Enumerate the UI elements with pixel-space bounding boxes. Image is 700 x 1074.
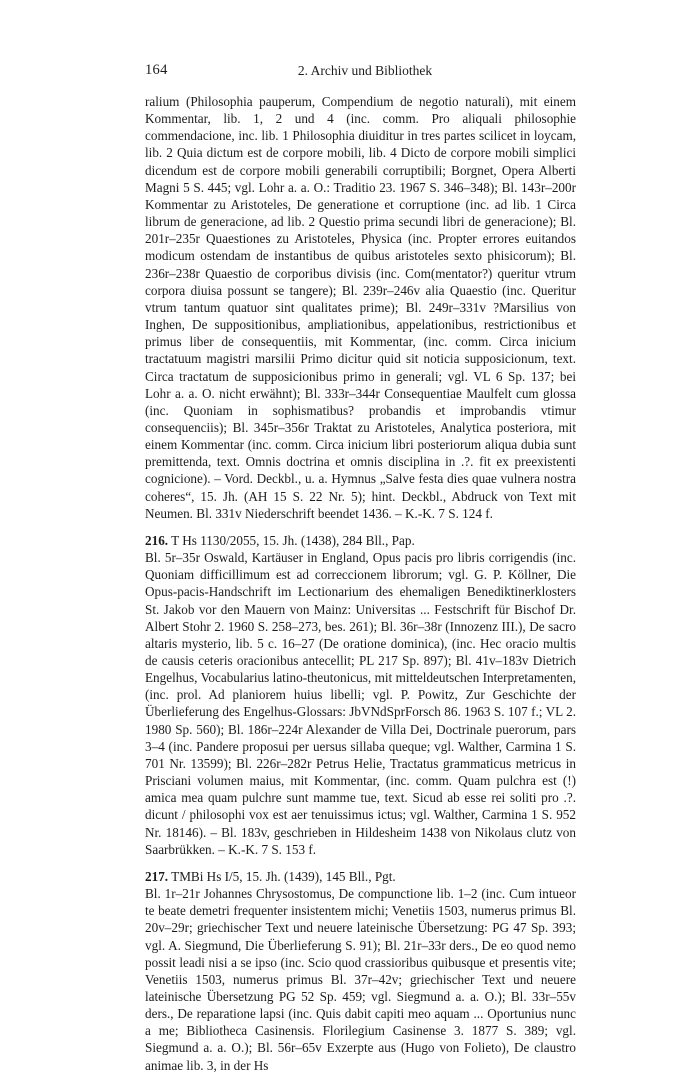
running-head (145, 62, 585, 82)
entry-number: 216. (145, 532, 169, 548)
entry-description: Bl. 1r–21r Johannes Chrysostomus, De compunctione lib. 1–2 (inc. Cum intueor te beate demetri frequenter insistentem michi; Venetiis 1503, numerus primus Bl. 20v–29r; griechischer Text und neuere lateinische Übersetzung: PG 47 Sp. 393; vgl. A. Siegmund, Die Überlieferung S. 91); Bl. 21r–33r ders., De eo quod nemo possit leadi nisi a se ipso (inc. Scio quod crassioribus quibusque et presentis vite; Venetiis 1503, numerus primus Bl. 37r–42v; griechischer Text und neuere lateinische Übersetzung PG 52 Sp. 459; vgl. Siegmund a. a. O.); Bl. 33r–55v ders., De reparatione lapsi (inc. Quis dabit capiti meo aquam ... Oportunius nunc a me; Bibliotheca Casinensis. Florilegium Casinense 3. 1877 S. 389; vgl. Siegmund a. a. O.); Bl. 56r–65v Exzerpte aus (Hugo von Folieto), De claustro animae lib. 3, in der Hs (145, 886, 576, 1073)
catalog-entry-217 (145, 868, 576, 885)
entry-number: 217. (145, 868, 169, 884)
entry-description: Bl. 5r–35r Oswald, Kartäuser in England, Opus pacis pro libris corrigendis (inc. Quoniam difficillimum est ad correccionem librorum; vgl. G. P. Köllner, Die Opus-pacis-Handschrift im Lectionarium des ehemaligen Benediktinerklosters St. Jakob vor den Mauern von Mainz: Universitas ... Festschrift für Bischof Dr. Albert Stohr 2. 1960 S. 258–273, bes. 261); Bl. 36r–38r (Innozenz III.), De sacro altaris mysterio, lib. 5 c. 16–27 (De oratione dominica), (inc. Hec oracio multis de causis ceteris oracionibus antecellit; PL 217 Sp. 897); Bl. 41v–183v Dietrich Engelhus, Vocabularius latino-theutonicus, mit mitteldeutschen Interpretamenten, (inc. prol. Ad planiorem huius libelli; vgl. P. Powitz, Zur Geschichte der Überlieferung des Engelhus-Glossars: JbVNdSprForsch 86. 1963 S. 107 f.; VL 2. 1980 Sp. 560); Bl. 186r–224r Alexander de Villa Dei, Doctrinale puerorum, pars 3–4 (inc. Pandere proposui per uersus sillaba queque; vgl. Walther, Carmina 1 S. 701 Nr. 13599); Bl. 226r–282r Petrus Helie, Tractatus grammaticus metricus in Prisciani volumen maius, mit Kommentar, (inc. comm. Quam pulchra est (!) amica mea quam pulchre sunt mamme tue, text. Sicud ab esse rei soliti pro .?. dicunt / philosophi vox est aer tenuissimus ictus; vgl. Walther, Carmina 1 S. 952 Nr. 18146). – Bl. 183v, geschrieben in Hildesheim 1438 von Nikolaus clutz von Saarbrükken. – K.-K. 7 S. 153 f. (145, 550, 576, 857)
catalog-entry-216 (145, 532, 576, 549)
body-text (145, 93, 576, 1074)
continuation-paragraph: ralium (Philosophia pauperum, Compendium de negotio naturali), mit einem Kommentar, lib. 1, 2 und 4 (inc. comm. Pro aliquali philosophie commendacione, inc. lib. 1 Philosophia diuiditur in tres partes scilicet in loycam, lib. 2 Quia dictum est de corpore mobili, lib. 4 Dicto de corpore mobili simplici dicendum est de corpore mobili generabili corruptibili; Borgnet, Opera Alberti Magni 5 S. 445; vgl. Lohr a. a. O.: Traditio 23. 1967 S. 346–348); Bl. 143r–200r Kommentar zu Aristoteles, De generatione et corruptione (inc. ad lib. 1 Circa librum de generacione, ad lib. 2 Questio prima secundi libri de generacione); Bl. 201r–235r Quaestiones zu Aristoteles, Physica (inc. Propter errores euitandos modicum ostendam de instantibus de quibus aristoteles sexto phisicorum); Bl. 236r–238r Quaestio de corporibus divisis (inc. Com(mentator?) queritur vtrum corpora diuisa possunt se tangere); Bl. 239r–246v alia Quaestio (inc. Queritur vtrum tantum quatuor sint qualitates prime); Bl. 249r–331v ?Marsilius von Inghen, De suppositionibus, ampliationibus, appelationibus, restrictionibus et primus liber de consequentiis, mit Kommentar, (inc. comm. Circa inicium tractatuum magistri marsilii Primo dicitur quid sit noticia supposicionum, text. Circa tractatum de supposicionibus primo in generali; vgl. VL 6 Sp. 137; bei Lohr a. a. O. nicht erwähnt); Bl. 333r–344r Consequentiae Maulfelt cum glossa (inc. Quoniam in sophismatibus? probandis et improbandis vtimur consequenciis); Bl. 345r–356r Traktat zu Aristoteles, Analytica posteriora, mit einem Kommentar (inc. comm. Circa inicium libri posteriorum aliqua dubia sunt premittenda, text. Omnis doctrina et omnis disciplina in .?. fit ex preexistenti cognicione). – Vord. Deckbl., u. a. Hymnus „Salve festa dies quae vulnera nostra coheres“, 15. Jh. (AH 15 S. 22 Nr. 5); hint. Deckbl., Abdruck von Text mit Neumen. Bl. 331v Niederschrift beendet 1436. – K.-K. 7 S. 124 f. (145, 94, 576, 521)
page-number: 164 (145, 62, 168, 78)
section-title: 2. Archiv und Bibliothek (297, 63, 433, 78)
entry-heading: T Hs 1130/2055, 15. Jh. (1438), 284 Bll., Pap. (171, 532, 415, 548)
entry-heading: TMBi Hs I/5, 15. Jh. (1439), 145 Bll., Pgt. (171, 868, 396, 884)
